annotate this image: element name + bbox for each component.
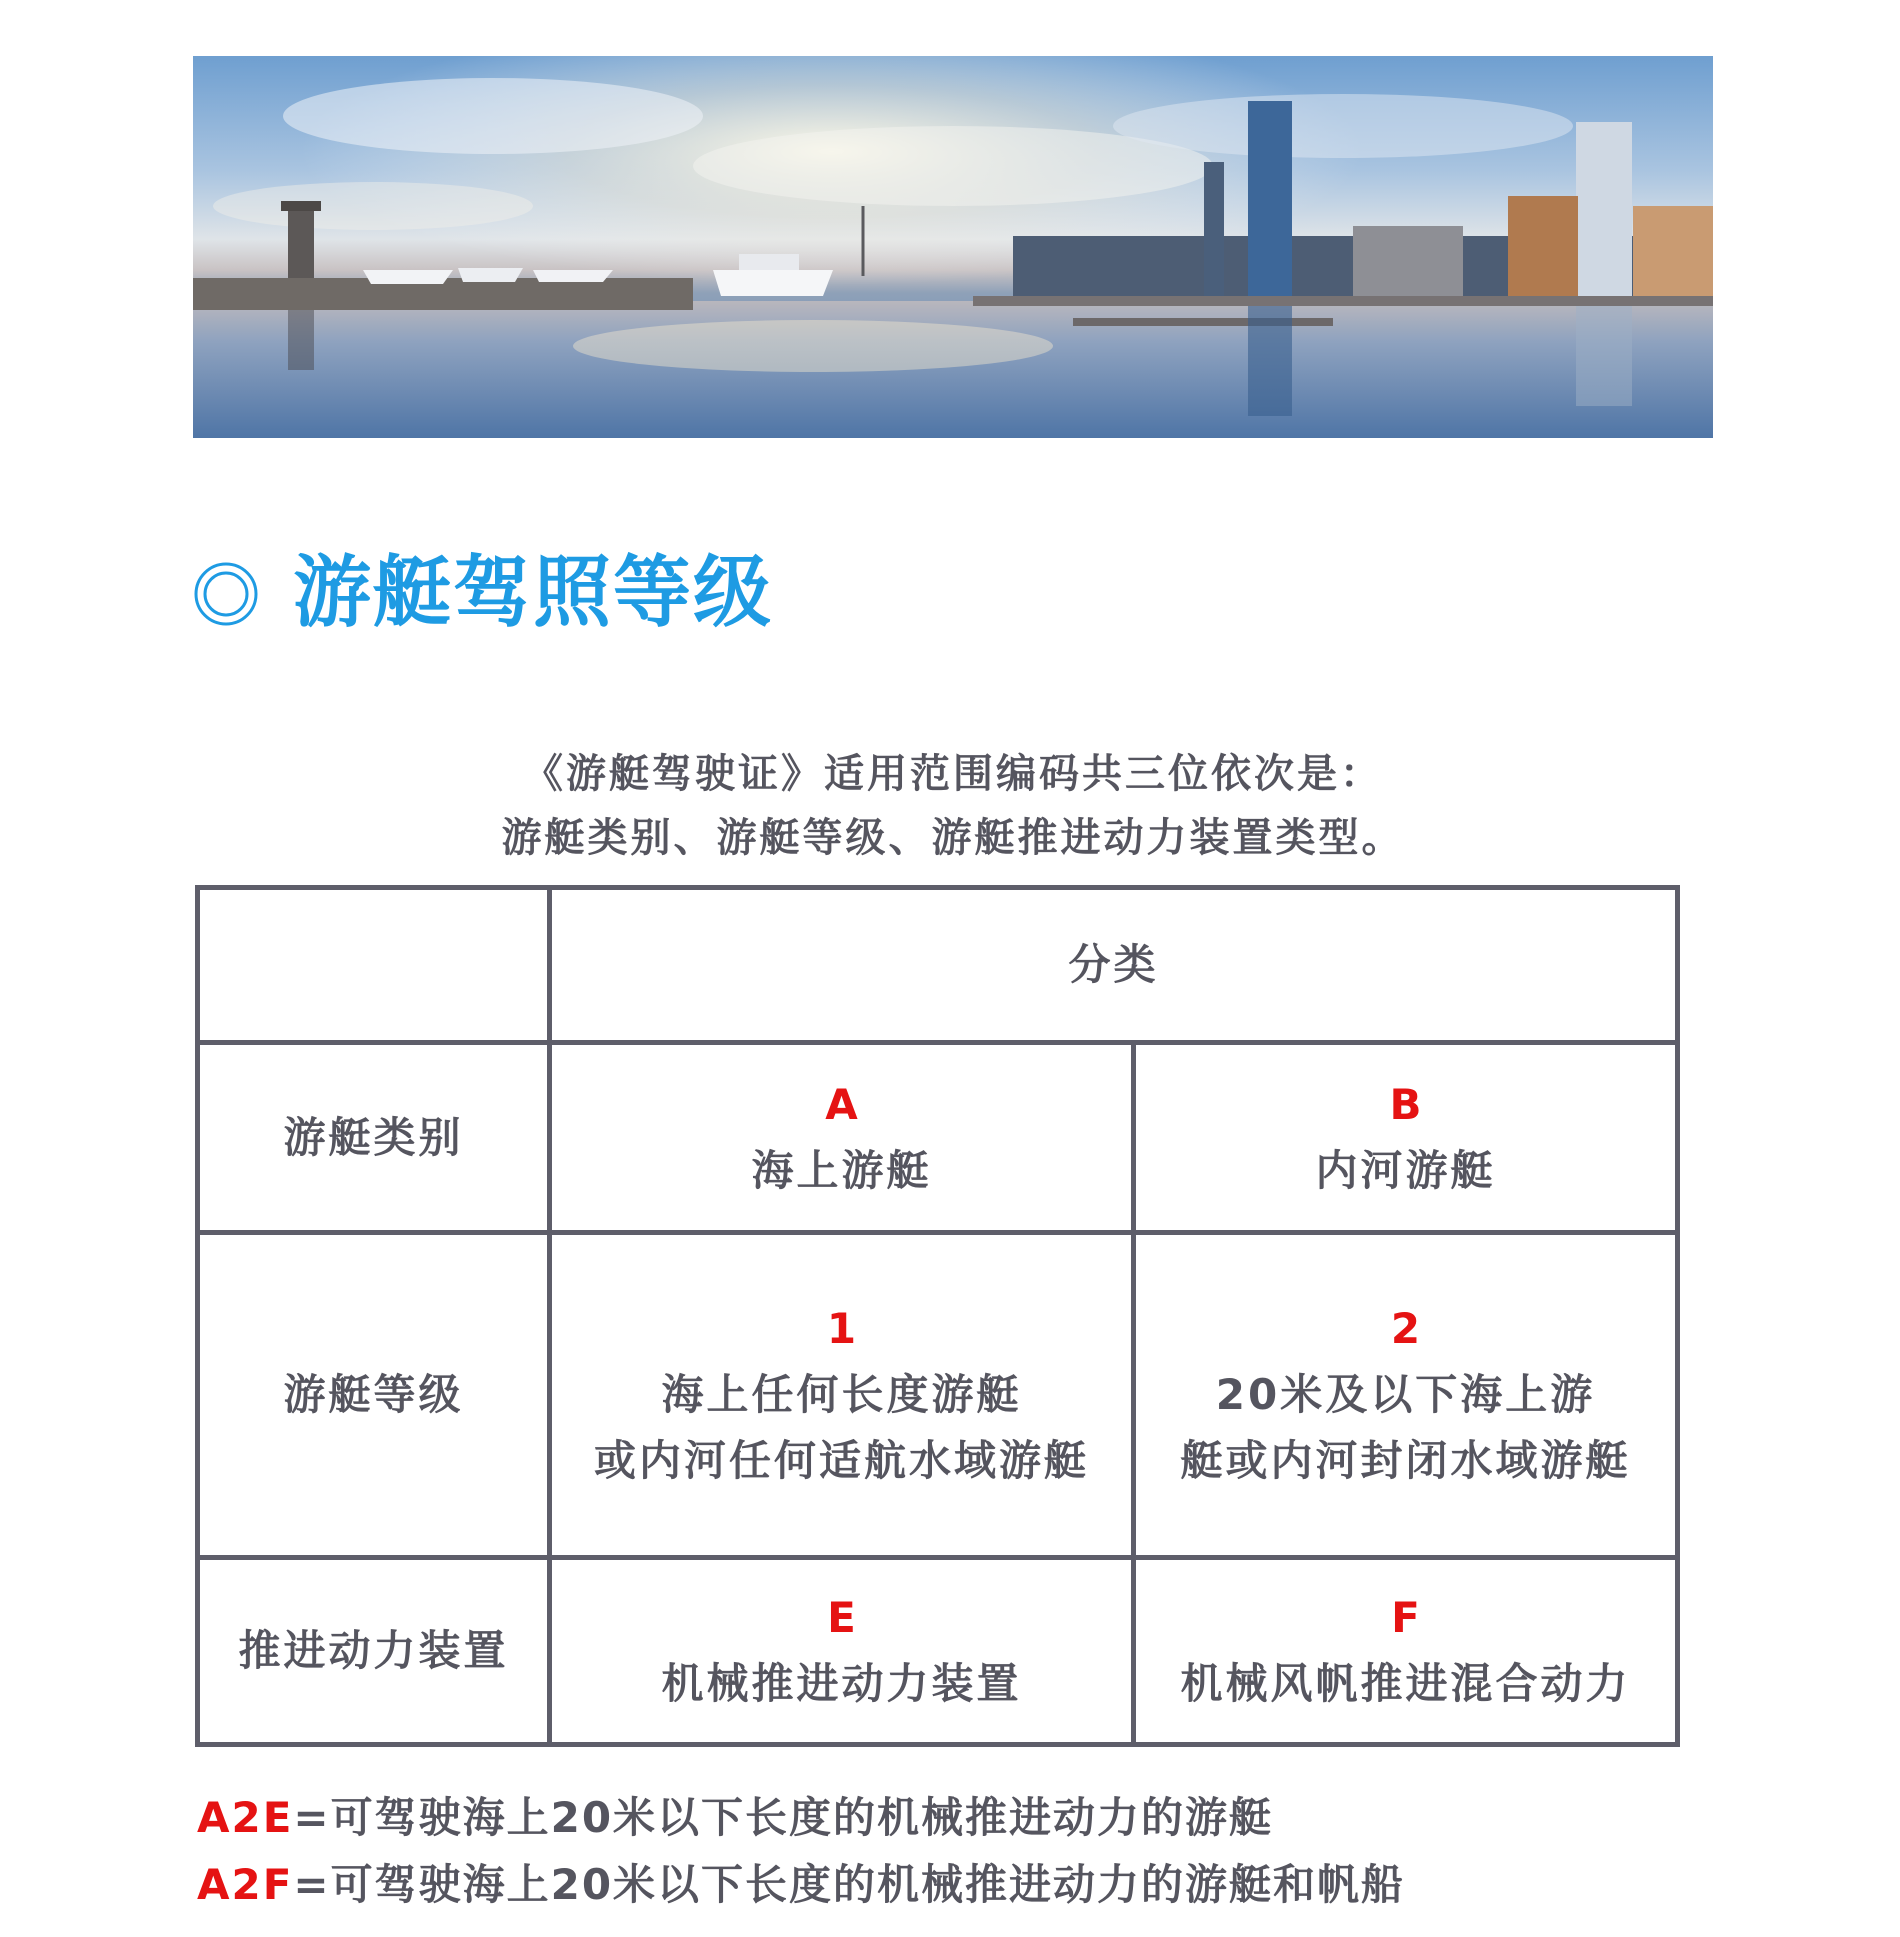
desc-grade-2-line-1: 20米及以下海上游 xyxy=(1215,1370,1596,1419)
cell-category-b xyxy=(1134,1043,1678,1233)
intro-line-2: 游艇类别、游艇等级、游艇推进动力装置类型。 xyxy=(501,815,1405,861)
marina-skyline-illustration xyxy=(193,56,1713,438)
cell-grade-2 xyxy=(1134,1233,1678,1558)
note-a2e-text: =可驾驶海上20米以下长度的机械推进动力的游艇 xyxy=(293,1793,1274,1842)
table-row-propulsion xyxy=(198,1558,1678,1745)
code-1: 1 xyxy=(826,1304,857,1353)
license-code-table xyxy=(195,885,1680,1747)
page-title: 游艇驾照等级 xyxy=(293,548,774,638)
note-a2f-code: A2F xyxy=(197,1860,294,1909)
table-header-cell: 分类 xyxy=(550,888,1678,1043)
note-a2f-text: =可驾驶海上20米以下长度的机械推进动力的游艇和帆船 xyxy=(293,1860,1406,1909)
note-a2f xyxy=(197,1852,1405,1912)
desc-grade-1-line-2: 或内河任何适航水域游艇 xyxy=(593,1436,1089,1485)
cell-grade-1 xyxy=(550,1233,1134,1558)
cell-propulsion-f xyxy=(1134,1558,1678,1745)
note-a2e xyxy=(197,1785,1273,1845)
table-row-category xyxy=(198,1043,1678,1233)
desc-grade-2-line-2: 艇或内河封闭水域游艇 xyxy=(1180,1436,1631,1485)
intro-line-1: 《游艇驾驶证》适用范围编码共三位依次是： xyxy=(523,751,1383,797)
desc-grade-1-line-1: 海上任何长度游艇 xyxy=(661,1370,1022,1419)
desc-sea-yacht: 海上游艇 xyxy=(751,1145,932,1195)
desc-river-yacht: 内河游艇 xyxy=(1315,1145,1496,1195)
desc-hybrid-sail: 机械风帆推进混合动力 xyxy=(1180,1659,1631,1708)
table-row-grade xyxy=(198,1233,1678,1558)
desc-mechanical: 机械推进动力装置 xyxy=(661,1659,1022,1708)
code-f: F xyxy=(1391,1593,1420,1642)
row-label-propulsion: 推进动力装置 xyxy=(198,1558,550,1745)
cell-propulsion-e xyxy=(550,1558,1134,1745)
hero-marina-image xyxy=(193,56,1713,438)
note-a2e-code: A2E xyxy=(197,1793,294,1842)
code-b: B xyxy=(1389,1079,1422,1129)
code-e: E xyxy=(827,1593,856,1642)
double-circle-icon xyxy=(193,561,259,627)
table-header-row xyxy=(198,888,1678,1043)
cell-category-a xyxy=(550,1043,1134,1233)
table-corner-cell xyxy=(198,888,550,1043)
code-2: 2 xyxy=(1390,1304,1421,1353)
row-label-grade: 游艇等级 xyxy=(198,1233,550,1558)
row-label-category: 游艇类别 xyxy=(198,1043,550,1233)
code-a: A xyxy=(825,1079,858,1129)
